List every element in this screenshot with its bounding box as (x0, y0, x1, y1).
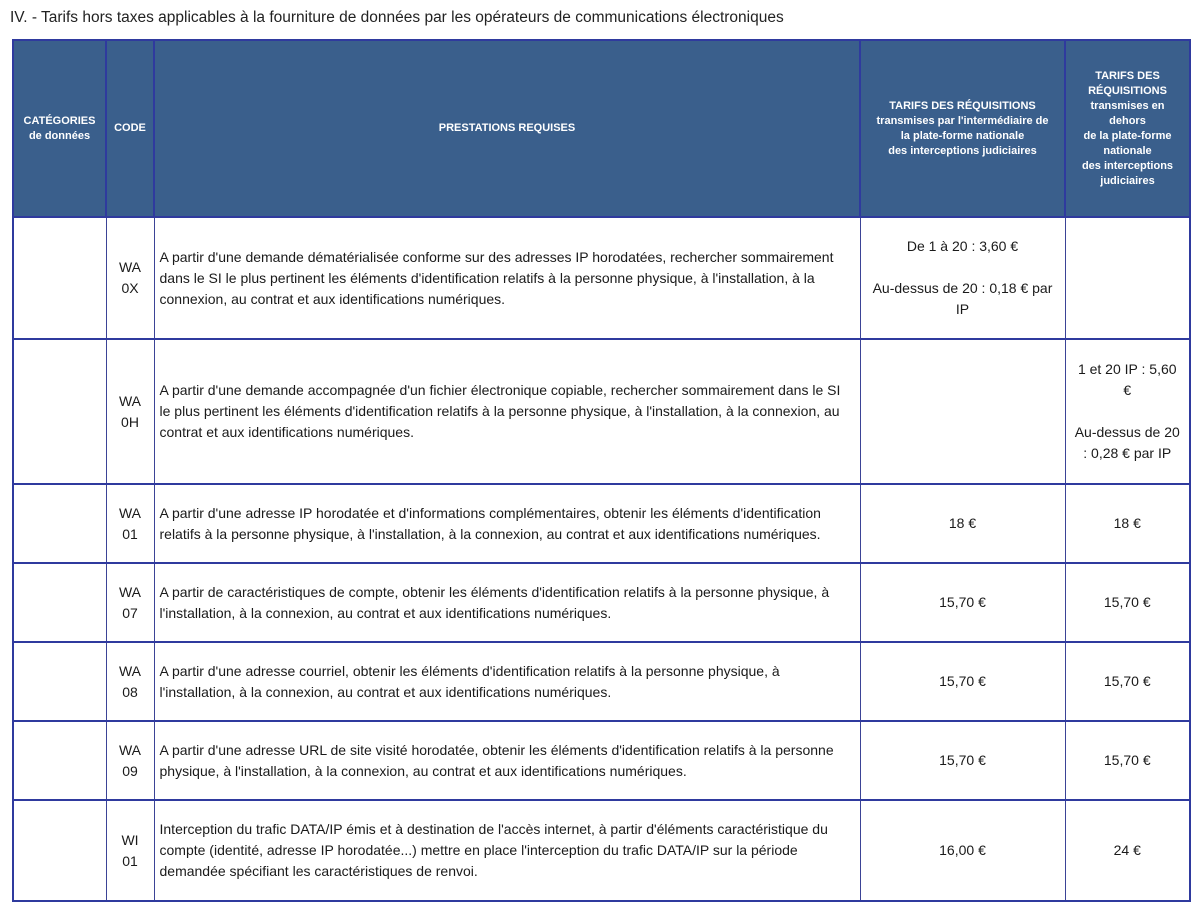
table-row (13, 484, 1190, 563)
category-cell (13, 721, 106, 800)
code-line: 0H (121, 413, 139, 430)
header-tarifs-plateforme-line: transmises par l'intermédiaire de (876, 114, 1049, 127)
header-tarifs-hors-line: TARIFS DES (1095, 69, 1160, 82)
price-platform-cell: 15,70 € (860, 721, 1065, 800)
description-cell: Interception du trafic DATA/IP émis et à destination de l'accès internet, à partir d'éléments caractéristique du compte (identité, adresse IP horodatée...) mettre en place l'interception du trafic DATA/IP sur la période demandée spécifiant les caractéristiques de renvoi. (154, 800, 860, 901)
header-tarifs-plateforme-line: TARIFS DES RÉQUISITIONS (889, 99, 1036, 112)
price-outside-cell: 15,70 € (1065, 642, 1190, 721)
price-line: 1 et 20 IP : 5,60 (1077, 361, 1177, 377)
description-cell: A partir d'une adresse courriel, obtenir les éléments d'identification relatifs à la personne physique, à l'installation, à la connexion, au contrat et aux identifications numériques. (154, 642, 860, 721)
header-tarifs-hors-line: judiciaires (1100, 174, 1155, 187)
code-line: 0X (121, 280, 139, 296)
code-line: WA (118, 392, 142, 409)
category-cell (13, 217, 106, 339)
description-cell: A partir d'une adresse URL de site visité horodatée, obtenir les éléments d'identification relatifs à la personne physique, à l'installation, à la connexion, au contrat et aux identifications numériques. (154, 721, 860, 800)
header-categories-line: CATÉGORIES (23, 114, 96, 127)
tariff-table-wrapper (12, 39, 1189, 902)
code-line: WI (121, 831, 139, 848)
code-line: WA (118, 741, 142, 758)
code-line: 07 (122, 604, 138, 621)
table-row (13, 339, 1190, 484)
price-outside-cell: 15,70 € (1065, 721, 1190, 800)
category-cell (13, 484, 106, 563)
header-code: CODE (106, 40, 154, 217)
price-outside-cell (1065, 217, 1190, 339)
price-line: De 1 à 20 : 3,60 € (906, 238, 1019, 254)
price-outside-cell: 18 € (1065, 484, 1190, 563)
price-line: Au-dessus de 20 : 0,18 € par (872, 280, 1053, 296)
code-line: WA (118, 583, 142, 600)
table-row (13, 642, 1190, 721)
code-line: 09 (122, 762, 138, 779)
price-gap (1074, 401, 1182, 422)
description-cell: A partir d'une demande accompagnée d'un fichier électronique copiable, rechercher sommairement dans le SI le plus pertinent les éléments d'identification relatifs à la personne physique, à l'installation, à la connexion, au contrat et aux identifications numériques. (154, 339, 860, 484)
header-categories-line: de données (28, 129, 91, 142)
price-outside-cell: 15,70 € (1065, 563, 1190, 642)
price-platform-cell: 18 € (860, 484, 1065, 563)
description-cell: A partir de caractéristiques de compte, obtenir les éléments d'identification relatifs à la personne physique, à l'installation, à la connexion, au contrat et aux identifications numériques. (154, 563, 860, 642)
header-tarifs-hors-line: RÉQUISITIONS (1088, 84, 1167, 97)
header-tarifs-hors-line: nationale (1103, 144, 1152, 157)
code-cell (106, 642, 154, 721)
header-tarifs-plateforme-line: la plate-forme nationale (900, 129, 1025, 142)
price-line: : 0,28 € par IP (1083, 445, 1172, 461)
price-line: IP (955, 301, 970, 317)
header-tarifs-hors-line: dehors (1109, 114, 1146, 127)
table-row (13, 217, 1190, 339)
code-cell (106, 563, 154, 642)
category-cell (13, 563, 106, 642)
price-platform-cell: 16,00 € (860, 800, 1065, 901)
code-cell (106, 339, 154, 484)
description-cell: A partir d'une demande dématérialisée conforme sur des adresses IP horodatées, rechercher sommairement dans le SI le plus pertinent les éléments d'identification relatifs à la personne physique, à l'installation, à la connexion, au contrat et aux identifications numériques. (154, 217, 860, 339)
table-row (13, 721, 1190, 800)
code-line: 01 (122, 852, 138, 869)
price-platform-cell (860, 339, 1065, 484)
price-platform-cell: 15,70 € (860, 642, 1065, 721)
price-line: Au-dessus de 20 (1074, 424, 1180, 440)
price-gap (869, 257, 1057, 278)
price-line: € (1123, 382, 1132, 398)
category-cell (13, 642, 106, 721)
table-row (13, 563, 1190, 642)
price-platform-cell: 15,70 € (860, 563, 1065, 642)
code-cell (106, 217, 154, 339)
header-tarifs-hors-plateforme (1065, 40, 1190, 217)
header-prestations: PRESTATIONS REQUISES (154, 40, 860, 217)
header-tarifs-plateforme (860, 40, 1065, 217)
code-line: 08 (122, 683, 138, 700)
price-platform-cell (860, 217, 1065, 339)
code-cell (106, 721, 154, 800)
table-row (13, 800, 1190, 901)
category-cell (13, 800, 106, 901)
page-title: IV. - Tarifs hors taxes applicables à la fourniture de données par les opérateurs de communications électroniques (10, 9, 784, 26)
table-header-row (13, 40, 1190, 217)
header-tarifs-hors-line: transmises en (1090, 99, 1165, 112)
code-line: WA (118, 662, 142, 679)
description-cell: A partir d'une adresse IP horodatée et d'informations complémentaires, obtenir les éléments d'identification relatifs à la personne physique, à l'installation, à la connexion, au contrat et aux identifications numériques. (154, 484, 860, 563)
header-tarifs-hors-line: de la plate-forme (1083, 129, 1172, 142)
tariff-table (12, 39, 1191, 902)
code-cell (106, 484, 154, 563)
code-line: WA (118, 259, 142, 275)
code-cell (106, 800, 154, 901)
category-cell (13, 339, 106, 484)
header-tarifs-plateforme-line: des interceptions judiciaires (888, 144, 1037, 157)
code-line: 01 (122, 525, 138, 542)
price-outside-cell (1065, 339, 1190, 484)
price-outside-cell: 24 € (1065, 800, 1190, 901)
header-categories (13, 40, 106, 217)
code-line: WA (118, 504, 142, 521)
header-tarifs-hors-line: des interceptions (1081, 159, 1174, 172)
